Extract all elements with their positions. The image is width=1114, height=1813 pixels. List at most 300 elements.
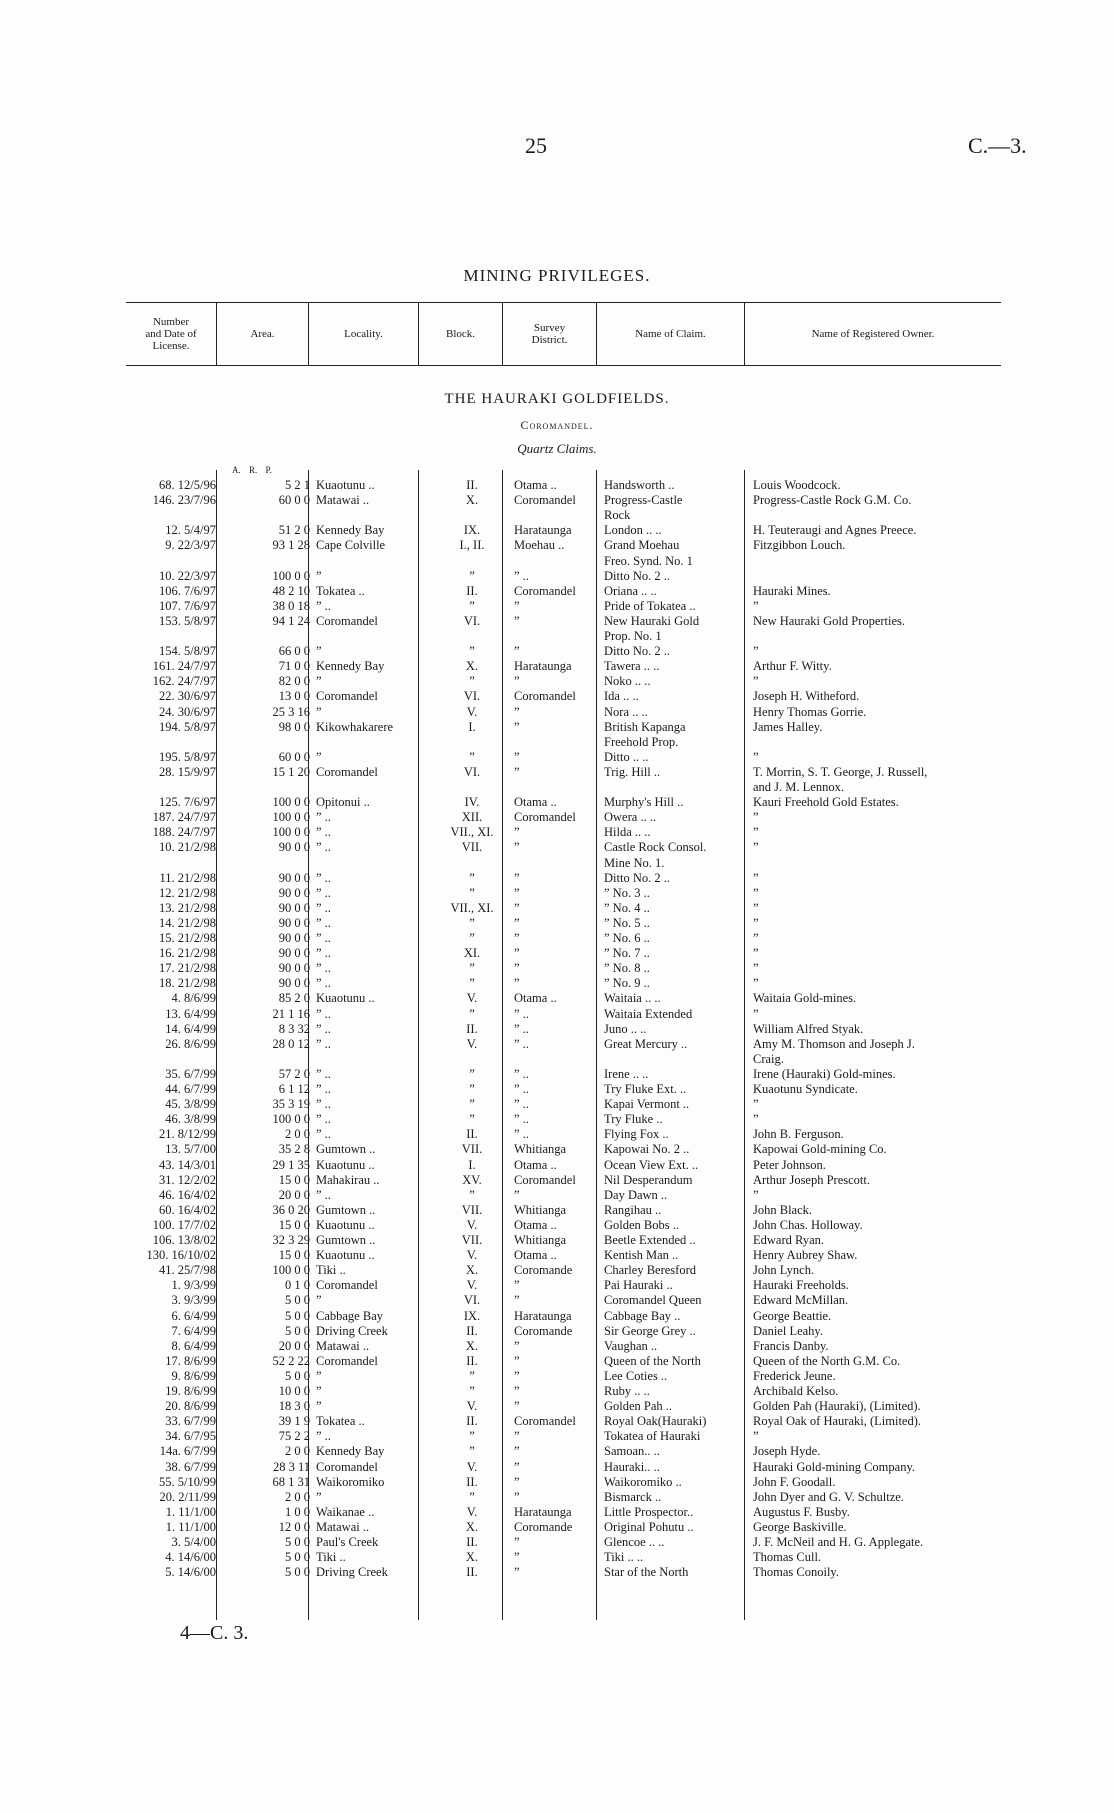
registered-owner: ” [753, 1112, 759, 1127]
registered-owner: ” [753, 976, 759, 991]
claim-name: Day Dawn .. [604, 1187, 668, 1202]
block: VI. [463, 689, 481, 704]
locality: ” [316, 644, 322, 659]
registered-owner: Daniel Leahy. [753, 1323, 823, 1338]
survey-district: Coromandel [514, 1414, 576, 1429]
locality: ” .. [316, 1006, 331, 1021]
area-value: 100 0 0 [272, 810, 310, 825]
registered-owner: ” [753, 810, 759, 825]
license-number-date: 35. 6/7/99 [165, 1066, 216, 1081]
claim-name: Oriana .. .. [604, 583, 657, 598]
block: VI. [463, 764, 481, 779]
block: II. [466, 1021, 478, 1036]
survey-district: ” .. [514, 1021, 529, 1036]
locality: Coromandel [316, 1459, 378, 1474]
survey-district: ” [514, 1444, 520, 1459]
block: ” [469, 1006, 475, 1021]
survey-district: ” [514, 1187, 520, 1202]
license-number-date: 46. 3/8/99 [165, 1112, 216, 1127]
survey-district: Otama .. [514, 478, 557, 492]
area-value: 15 0 0 [278, 1217, 310, 1232]
block: II. [466, 583, 478, 598]
license-number-date: 106. 13/8/02 [152, 1233, 216, 1247]
registered-owner: Craig. [753, 1051, 784, 1066]
claim-name: Little Prospector.. [604, 1504, 694, 1519]
locality: ” .. [316, 1021, 331, 1036]
claim-name: Trig. Hill .. [604, 764, 661, 779]
registered-owner: Thomas Conoily. [753, 1565, 839, 1580]
area-value: 10 0 0 [278, 1384, 310, 1398]
claim-name: ” No. 7 .. [604, 946, 650, 961]
registered-owner: Frederick Jeune. [753, 1368, 836, 1383]
survey-district: ” [514, 764, 520, 779]
registered-owner: Hauraki Freeholds. [753, 1278, 849, 1293]
claim-name: ” No. 3 .. [604, 885, 650, 900]
license-number-date: 41. 25/7/98 [159, 1263, 216, 1278]
survey-district: ” [514, 1399, 520, 1414]
header-claim-name: Name of Claim. [596, 303, 744, 365]
claim-name: Pride of Tokatea .. [604, 598, 696, 613]
header-number-date: Number and Date of License. [145, 316, 197, 352]
claim-name: Royal Oak(Hauraki) [604, 1414, 707, 1429]
license-number-date: 153. 5/8/97 [159, 613, 216, 628]
license-number-date: 17. 21/2/98 [159, 961, 216, 976]
locality: Driving Creek [316, 1323, 388, 1338]
registered-owner: Augustus F. Busby. [753, 1504, 850, 1519]
block: ” [469, 1429, 475, 1444]
claim-name: Waitaia .. .. [604, 991, 661, 1006]
block: V. [466, 1459, 478, 1474]
block: II. [466, 1353, 478, 1368]
block: ” [469, 598, 475, 613]
block: I., II. [459, 538, 485, 553]
locality: ” .. [316, 976, 331, 991]
registered-owner: Waitaia Gold-mines. [753, 991, 857, 1006]
registered-owner: ” [753, 825, 759, 840]
locality: Waikoromiko [316, 1474, 385, 1489]
registered-owner: Kuaotunu Syndicate. [753, 1082, 858, 1096]
locality: Gumtown .. [316, 1142, 376, 1157]
area-value: 38 0 18 [272, 598, 310, 613]
area-value: 39 1 9 [278, 1414, 310, 1429]
header-locality: Locality. [308, 303, 418, 365]
registered-owner: and J. M. Lennox. [753, 780, 844, 794]
registered-owner: New Hauraki Gold Properties. [753, 613, 906, 628]
area-value: 90 0 0 [278, 900, 310, 915]
area-value: 98 0 0 [278, 719, 310, 734]
survey-district: ” [514, 613, 520, 628]
locality: ” .. [316, 1097, 331, 1112]
locality: ” .. [316, 1127, 331, 1142]
survey-district: Whitianga [514, 1142, 567, 1157]
claim-name: Ditto No. 2 .. [604, 568, 670, 583]
header-area: Area. [216, 303, 308, 365]
registered-owner: Golden Pah (Hauraki), (Limited). [753, 1399, 921, 1414]
survey-district: ” [514, 644, 520, 659]
survey-district: Harataunga [514, 523, 572, 538]
registered-owner: James Halley. [753, 719, 823, 734]
license-number-date: 31. 12/2/02 [159, 1172, 216, 1187]
area-value: 6 1 12 [278, 1082, 310, 1096]
license-number-date: 17. 8/6/99 [165, 1353, 216, 1368]
area-value: 13 0 0 [278, 689, 310, 704]
block: II. [466, 1535, 478, 1549]
block: ” [469, 1384, 475, 1398]
block: II. [466, 1414, 478, 1429]
claim-name: Cabbage Bay .. [604, 1308, 681, 1323]
claim-name: Progress-Castle [604, 493, 683, 508]
survey-district: ” [514, 900, 520, 915]
area-value: 5 0 0 [285, 1368, 310, 1383]
block: ” [469, 931, 475, 945]
survey-district: ” [514, 704, 520, 719]
area-value: 71 0 0 [278, 659, 310, 674]
survey-district: ” [514, 1565, 520, 1580]
license-number-date: 55. 5/10/99 [159, 1474, 216, 1489]
license-number-date: 33. 6/7/99 [165, 1414, 216, 1429]
locality: ” [316, 568, 322, 583]
license-number-date: 107. 7/6/97 [159, 598, 216, 613]
license-number-date: 60. 16/4/02 [159, 1202, 216, 1217]
registered-owner: ” [753, 749, 759, 764]
license-number-date: 14a. 6/7/99 [159, 1444, 216, 1459]
area-value: 48 2 10 [272, 583, 310, 598]
area-value: 5 0 0 [285, 1550, 310, 1565]
survey-district: ” [514, 1535, 520, 1549]
area-value: 100 0 0 [272, 1112, 310, 1127]
registered-owner: John Chas. Holloway. [753, 1217, 863, 1232]
block: VII., XI. [450, 825, 494, 840]
survey-district: Coromandel [514, 810, 576, 825]
area-value: 0 1 0 [285, 1278, 310, 1293]
area-units-label: A. R. P. [232, 465, 272, 475]
locality: Cabbage Bay [316, 1308, 383, 1323]
registered-owner: William Alfred Styak. [753, 1021, 864, 1036]
license-number-date: 13. 6/4/99 [165, 1006, 216, 1021]
page-number: 25 [525, 133, 547, 158]
locality: ” [316, 1399, 322, 1414]
claim-name: Hilda .. .. [604, 825, 651, 840]
area-value: 90 0 0 [278, 931, 310, 945]
locality: ” .. [316, 915, 331, 930]
area-value: 68 1 31 [272, 1474, 310, 1489]
area-value: 60 0 0 [278, 749, 310, 764]
registered-owner: ” [753, 885, 759, 900]
license-number-date: 8. 6/4/99 [171, 1338, 216, 1353]
locality: Matawai .. [316, 1519, 370, 1534]
license-number-date: 9. 8/6/99 [171, 1368, 216, 1383]
block: ” [469, 976, 475, 991]
registered-owner: Thomas Cull. [753, 1550, 822, 1565]
block: ” [469, 1187, 475, 1202]
block: ” [469, 1444, 475, 1459]
block: V. [466, 1036, 478, 1051]
registered-owner: Archibald Kelso. [753, 1384, 839, 1398]
locality: Paul's Creek [316, 1535, 379, 1549]
block: VII. [461, 1142, 483, 1157]
survey-district: Moehau .. [514, 538, 565, 553]
locality: ” [316, 1293, 322, 1308]
claim-name: Flying Fox .. [604, 1127, 669, 1142]
survey-district: Coromande [514, 1263, 573, 1278]
license-number-date: 146. 23/7/96 [152, 493, 216, 508]
registered-owner: Louis Woodcock. [753, 478, 841, 492]
claim-name: ” No. 4 .. [604, 900, 650, 915]
survey-district: Coromandel [514, 493, 576, 508]
area-value: 57 2 0 [278, 1066, 310, 1081]
claim-name: ” No. 8 .. [604, 961, 650, 976]
locality: ” [316, 1368, 322, 1383]
registered-owner: John B. Ferguson. [753, 1127, 844, 1142]
block: VII. [461, 1202, 483, 1217]
survey-district: ” [514, 825, 520, 840]
claim-name: Samoan.. .. [604, 1444, 660, 1459]
license-number-date: 28. 15/9/97 [159, 764, 216, 779]
registered-owner: ” [753, 674, 759, 689]
claim-name: ” No. 6 .. [604, 931, 650, 945]
survey-district: ” [514, 1293, 520, 1308]
survey-district: Otama .. [514, 795, 557, 810]
area-value: 29 1 35 [272, 1157, 310, 1172]
registered-owner: Edward Ryan. [753, 1233, 825, 1247]
license-number-date: 1. 9/3/99 [171, 1278, 216, 1293]
header-survey-district: Survey District. [502, 303, 596, 365]
claim-name: Queen of the North [604, 1353, 701, 1368]
header-block: Block. [418, 303, 502, 365]
block: X. [465, 493, 479, 508]
block: ” [469, 1489, 475, 1504]
locality: ” .. [316, 840, 331, 855]
block: II. [466, 478, 478, 492]
survey-district: Harataunga [514, 659, 572, 674]
registered-owner: Henry Thomas Gorrie. [753, 704, 867, 719]
table-header [126, 302, 1001, 366]
survey-district: ” [514, 719, 520, 734]
claim-name: Prop. No. 1 [604, 629, 662, 643]
claim-name: Vaughan .. [604, 1338, 658, 1353]
claim-name: Pai Hauraki .. [604, 1278, 673, 1293]
block: VII. [461, 1233, 483, 1247]
claim-name: Irene .. .. [604, 1066, 649, 1081]
area-value: 36 0 20 [272, 1202, 310, 1217]
claim-name: ” No. 5 .. [604, 915, 650, 930]
registered-owner: H. Teuteraugi and Agnes Preece. [753, 523, 917, 538]
survey-district: ” .. [514, 1006, 529, 1021]
area-value: 90 0 0 [278, 961, 310, 976]
registered-owner: J. F. McNeil and H. G. Applegate. [753, 1535, 924, 1549]
license-number-date: 106. 7/6/97 [159, 583, 216, 598]
claim-name: Murphy's Hill .. [604, 795, 684, 810]
block: II. [466, 1565, 478, 1580]
survey-district: Whitianga [514, 1233, 567, 1247]
registered-owner: Irene (Hauraki) Gold-mines. [753, 1066, 896, 1081]
claim-name: Tiki .. .. [604, 1550, 644, 1565]
registered-owner: Queen of the North G.M. Co. [753, 1353, 901, 1368]
claim-name: Original Pohutu .. [604, 1519, 694, 1534]
claim-type-heading: Quartz Claims. [517, 441, 597, 456]
registered-owner: George Beattie. [753, 1308, 832, 1323]
registered-owner: Progress-Castle Rock G.M. Co. [753, 493, 912, 508]
license-number-date: 1. 11/1/00 [165, 1504, 216, 1519]
license-number-date: 4. 8/6/99 [171, 991, 216, 1006]
survey-district: ” [514, 674, 520, 689]
block: X. [465, 1550, 479, 1565]
survey-district: ” .. [514, 568, 529, 583]
area-value: 35 2 8 [278, 1142, 310, 1157]
claim-name: Ruby .. .. [604, 1384, 650, 1398]
license-number-date: 18. 21/2/98 [159, 976, 216, 991]
block: X. [465, 659, 479, 674]
area-value: 94 1 24 [272, 613, 310, 628]
license-number-date: 187. 24/7/97 [152, 810, 216, 825]
locality: Kuaotunu .. [316, 1157, 375, 1172]
area-value: 18 3 0 [278, 1399, 310, 1414]
survey-district: ” [514, 840, 520, 855]
locality: Coromandel [316, 1353, 378, 1368]
block: VI. [463, 1293, 481, 1308]
registered-owner: Hauraki Gold-mining Company. [753, 1459, 916, 1474]
license-number-date: 7. 6/4/99 [171, 1323, 216, 1338]
license-number-date: 45. 3/8/99 [165, 1097, 216, 1112]
license-number-date: 5. 14/6/00 [165, 1565, 216, 1580]
area-value: 2 0 0 [285, 1489, 310, 1504]
block: II. [466, 1127, 478, 1142]
locality: ” .. [316, 870, 331, 885]
block: ” [469, 885, 475, 900]
claim-name: Tokatea of Hauraki [604, 1429, 701, 1444]
claim-name: British Kapanga [604, 719, 686, 734]
registered-owner: John Black. [753, 1202, 813, 1217]
block: I. [468, 719, 476, 734]
area-value: 35 3 19 [272, 1097, 310, 1112]
registered-owner: Fitzgibbon Louch. [753, 538, 846, 553]
claim-name: Mine No. 1. [604, 855, 665, 870]
locality: Waikanae .. [316, 1504, 375, 1519]
registered-owner: ” [753, 946, 759, 961]
survey-district: Coromande [514, 1519, 573, 1534]
area-value: 15 0 0 [278, 1172, 310, 1187]
block: XI. [463, 946, 481, 961]
registered-owner: ” [753, 931, 759, 945]
locality: Kuaotunu .. [316, 478, 375, 492]
area-value: 90 0 0 [278, 840, 310, 855]
area-value: 100 0 0 [272, 1263, 310, 1278]
survey-district: Harataunga [514, 1504, 572, 1519]
registered-owner: Henry Aubrey Shaw. [753, 1248, 858, 1263]
claim-name: Kentish Man .. [604, 1248, 679, 1263]
survey-district: ” [514, 1489, 520, 1504]
license-number-date: 12. 5/4/97 [165, 523, 216, 538]
locality: Coromandel [316, 1278, 378, 1293]
claim-name: Golden Bobs .. [604, 1217, 679, 1232]
license-number-date: 10. 22/3/97 [159, 568, 216, 583]
registered-owner: ” [753, 644, 759, 659]
survey-district: ” .. [514, 1066, 529, 1081]
block: XV. [462, 1172, 482, 1187]
survey-district: Whitianga [514, 1202, 567, 1217]
locality: ” .. [316, 598, 331, 613]
license-number-date: 130. 16/10/02 [146, 1248, 216, 1263]
area-value: 2 0 0 [285, 1127, 310, 1142]
claim-name: Golden Pah .. [604, 1399, 673, 1414]
locality: ” .. [316, 885, 331, 900]
claim-name: Coromandel Queen [604, 1293, 702, 1308]
survey-district: ” [514, 915, 520, 930]
locality: Kikowhakarere [316, 719, 394, 734]
locality: ” .. [316, 1187, 331, 1202]
registered-owner: T. Morrin, S. T. George, J. Russell, [753, 764, 928, 779]
license-number-date: 161. 24/7/97 [152, 659, 216, 674]
block: IX. [463, 523, 481, 538]
claim-name: Charley Beresford [604, 1263, 696, 1278]
area-value: 90 0 0 [278, 946, 310, 961]
registered-owner: Arthur Joseph Prescott. [753, 1172, 870, 1187]
survey-district: ” [514, 1353, 520, 1368]
area-value: 5 0 0 [285, 1308, 310, 1323]
registered-owner: ” [753, 900, 759, 915]
survey-district: ” [514, 1474, 520, 1489]
locality: ” [316, 749, 322, 764]
area-value: 28 3 11 [272, 1459, 310, 1474]
license-number-date: 100. 17/7/02 [152, 1217, 216, 1232]
claim-name: Nil Desperandum [604, 1172, 693, 1187]
block: V. [466, 1504, 478, 1519]
license-number-date: 20. 2/11/99 [159, 1489, 216, 1504]
area-value: 100 0 0 [272, 825, 310, 840]
license-number-date: 16. 21/2/98 [159, 946, 216, 961]
registered-owner: Arthur F. Witty. [753, 659, 832, 674]
registered-owner: ” [753, 915, 759, 930]
locality: ” .. [316, 1112, 331, 1127]
area-value: 5 0 0 [285, 1293, 310, 1308]
claim-name: Freehold Prop. [604, 734, 679, 749]
locality: Opitonui .. [316, 795, 370, 810]
license-number-date: 12. 21/2/98 [159, 885, 216, 900]
survey-district: Coromandel [514, 1172, 576, 1187]
claim-name: Ditto No. 2 .. [604, 870, 670, 885]
area-value: 100 0 0 [272, 795, 310, 810]
license-number-date: 3. 5/4/00 [171, 1535, 216, 1549]
registered-owner: Kapowai Gold-mining Co. [753, 1142, 887, 1157]
survey-district: ” [514, 931, 520, 945]
block: XII. [461, 810, 483, 825]
locality: Kuaotunu .. [316, 1248, 375, 1263]
block: IX. [463, 1308, 481, 1323]
block: ” [469, 644, 475, 659]
license-number-date: 6. 6/4/99 [171, 1308, 216, 1323]
locality: Driving Creek [316, 1565, 388, 1580]
area-value: 5 0 0 [285, 1323, 310, 1338]
locality: Tiki .. [316, 1550, 346, 1565]
survey-district: ” [514, 961, 520, 976]
block: V. [466, 1399, 478, 1414]
block: VI. [463, 613, 481, 628]
locality: ” .. [316, 931, 331, 945]
locality: Gumtown .. [316, 1202, 376, 1217]
survey-district: Otama .. [514, 991, 557, 1006]
locality: ” .. [316, 1066, 331, 1081]
locality: ” .. [316, 946, 331, 961]
area-value: 8 3 32 [278, 1021, 310, 1036]
survey-district: Harataunga [514, 1308, 572, 1323]
locality: Kennedy Bay [316, 523, 385, 538]
registered-owner: Kauri Freehold Gold Estates. [753, 795, 899, 810]
claim-name: Kapai Vermont .. [604, 1097, 690, 1112]
locality: Matawai .. [316, 1338, 370, 1353]
license-number-date: 14. 21/2/98 [159, 915, 216, 930]
block: V. [466, 991, 478, 1006]
area-value: 75 2 2 [278, 1429, 310, 1444]
